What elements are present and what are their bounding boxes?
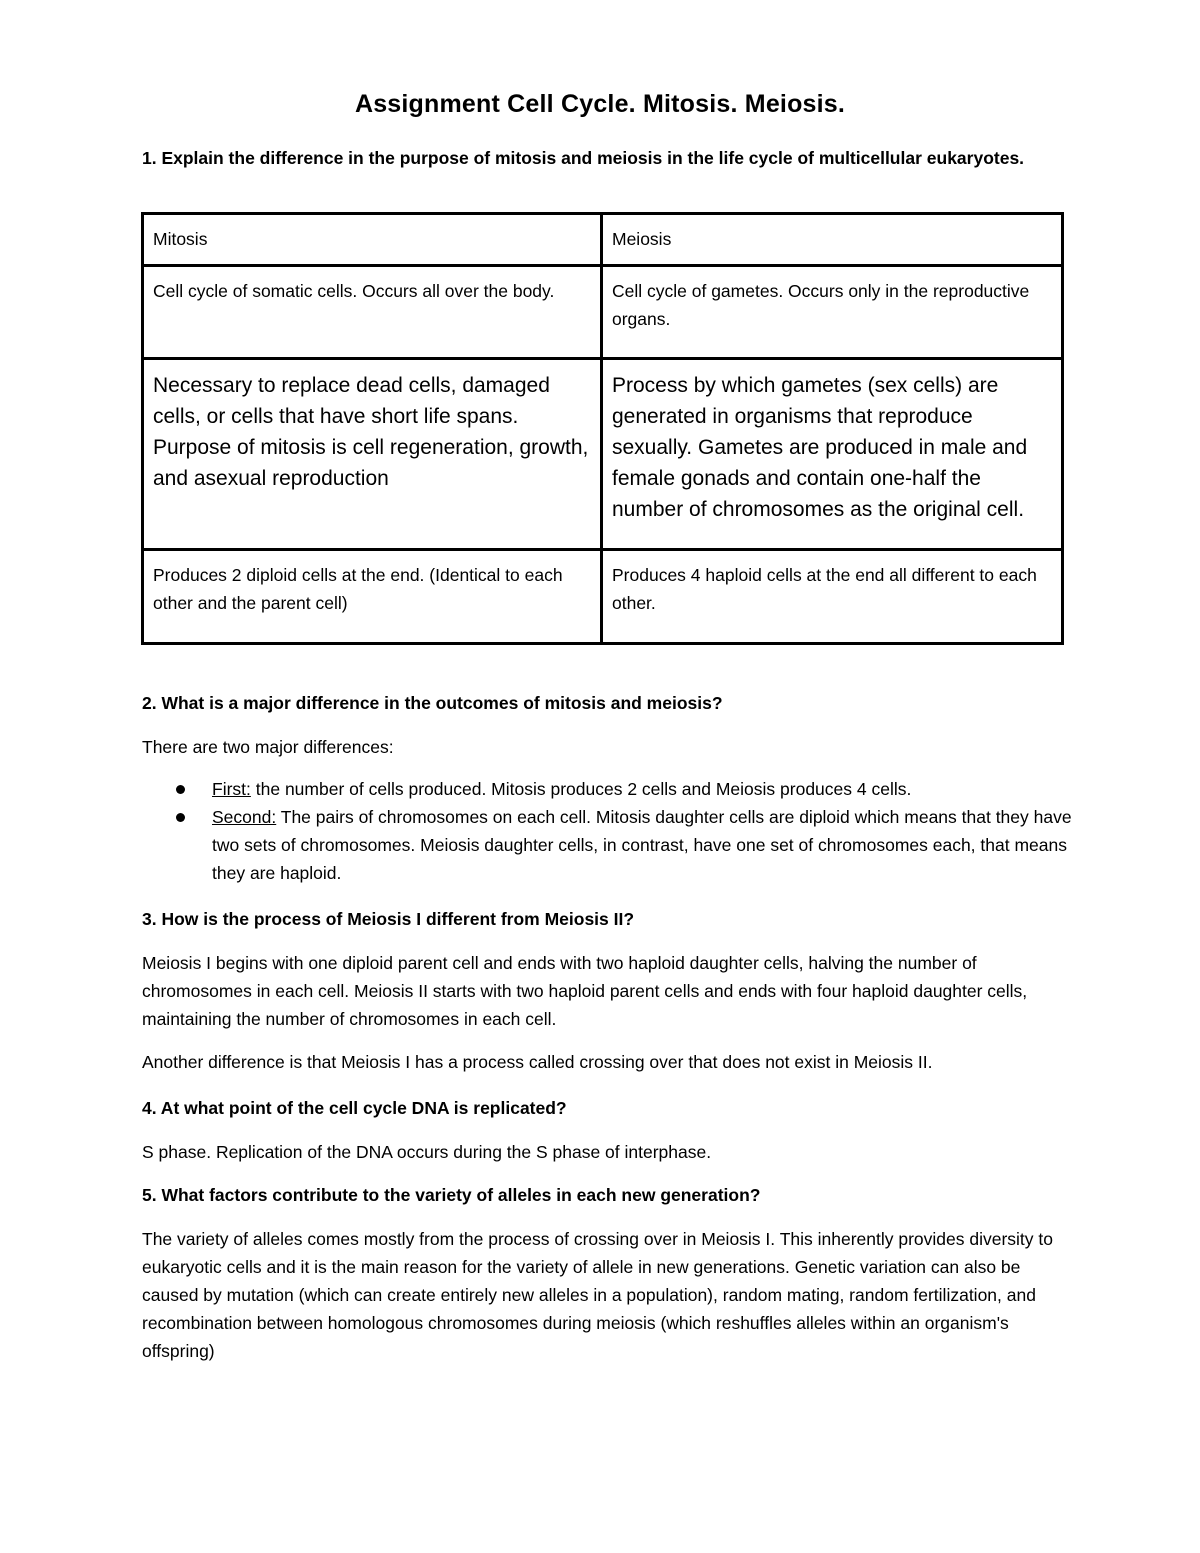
bullet-icon — [176, 785, 185, 794]
table-cell: Produces 2 diploid cells at the end. (Identical to each other and the parent cell) — [143, 550, 602, 644]
answer-4: S phase. Replication of the DNA occurs during the S phase of interphase. — [142, 1142, 712, 1162]
table-header-row — [143, 214, 1063, 266]
table-row — [143, 266, 1063, 359]
question-2: 2. What is a major difference in the outcomes of mitosis and meiosis? — [142, 693, 723, 713]
table-cell: Process by which gametes (sex cells) are generated in organisms that reproduce sexually. Gametes are produced in male and female gonads and contain one-half the number of chromosomes as the original cell. — [602, 359, 1063, 550]
table-header-mitosis: Mitosis — [143, 214, 602, 266]
question-3: 3. How is the process of Meiosis I different from Meiosis II? — [142, 909, 635, 929]
bullet-label: First: — [212, 779, 251, 799]
answer-5: The variety of alleles comes mostly from the process of crossing over in Meiosis I. This inherently provides diversity to eukaryotic cells and it is the main reason for the variety of allele in new generations. Genetic variation can also be caused by mutation (which can create entirely new alleles in a population), random mating, random fertilization, and recombination between homologous chromosomes during meiosis (which reshuffles alleles within an organism's offspring) — [142, 1229, 1053, 1361]
table-cell: Necessary to replace dead cells, damaged cells, or cells that have short life spans. Purpose of mitosis is cell regeneration, growth, and asexual reproduction — [143, 359, 602, 550]
question-5: 5. What factors contribute to the variety of alleles in each new generation? — [142, 1185, 761, 1205]
table-cell: Produces 4 haploid cells at the end all different to each other. — [602, 550, 1063, 644]
page-title: Assignment Cell Cycle. Mitosis. Meiosis. — [354, 90, 846, 118]
table-row — [143, 550, 1063, 644]
bullet-text: the number of cells produced. Mitosis produces 2 cells and Meiosis produces 4 cells. — [250, 779, 912, 799]
list-item — [142, 775, 1072, 803]
differences-list — [142, 775, 1072, 887]
bullet-label: Second: — [212, 807, 277, 827]
answer-3-paragraph-2: Another difference is that Meiosis I has a process called crossing over that does not exist in Meiosis II. — [142, 1052, 933, 1072]
table-row — [143, 359, 1063, 550]
question-1: 1. Explain the difference in the purpose of mitosis and meiosis in the life cycle of multicellular eukaryotes. — [142, 148, 1025, 168]
table-header-meiosis: Meiosis — [602, 214, 1063, 266]
bullet-icon — [176, 813, 185, 822]
list-item — [142, 803, 1072, 887]
table-cell: Cell cycle of gametes. Occurs only in the reproductive organs. — [602, 266, 1063, 359]
answer-2-intro: There are two major differences: — [142, 737, 394, 757]
table-cell: Cell cycle of somatic cells. Occurs all over the body. — [143, 266, 602, 359]
question-4: 4. At what point of the cell cycle DNA is replicated? — [142, 1098, 567, 1118]
comparison-table — [141, 212, 1064, 645]
bullet-text: The pairs of chromosomes on each cell. Mitosis daughter cells are diploid which means that they have two sets of chromosomes. Meiosis daughter cells, in contrast, have one set of chromosomes each, that means they are haploid. — [212, 807, 1072, 883]
answer-3-paragraph-1: Meiosis I begins with one diploid parent cell and ends with two haploid daughter cells, halving the number of chromosomes in each cell. Meiosis II starts with two haploid parent cells and ends with four haploid daughter cells, maintaining the number of chromosomes in each cell. — [142, 953, 1028, 1029]
